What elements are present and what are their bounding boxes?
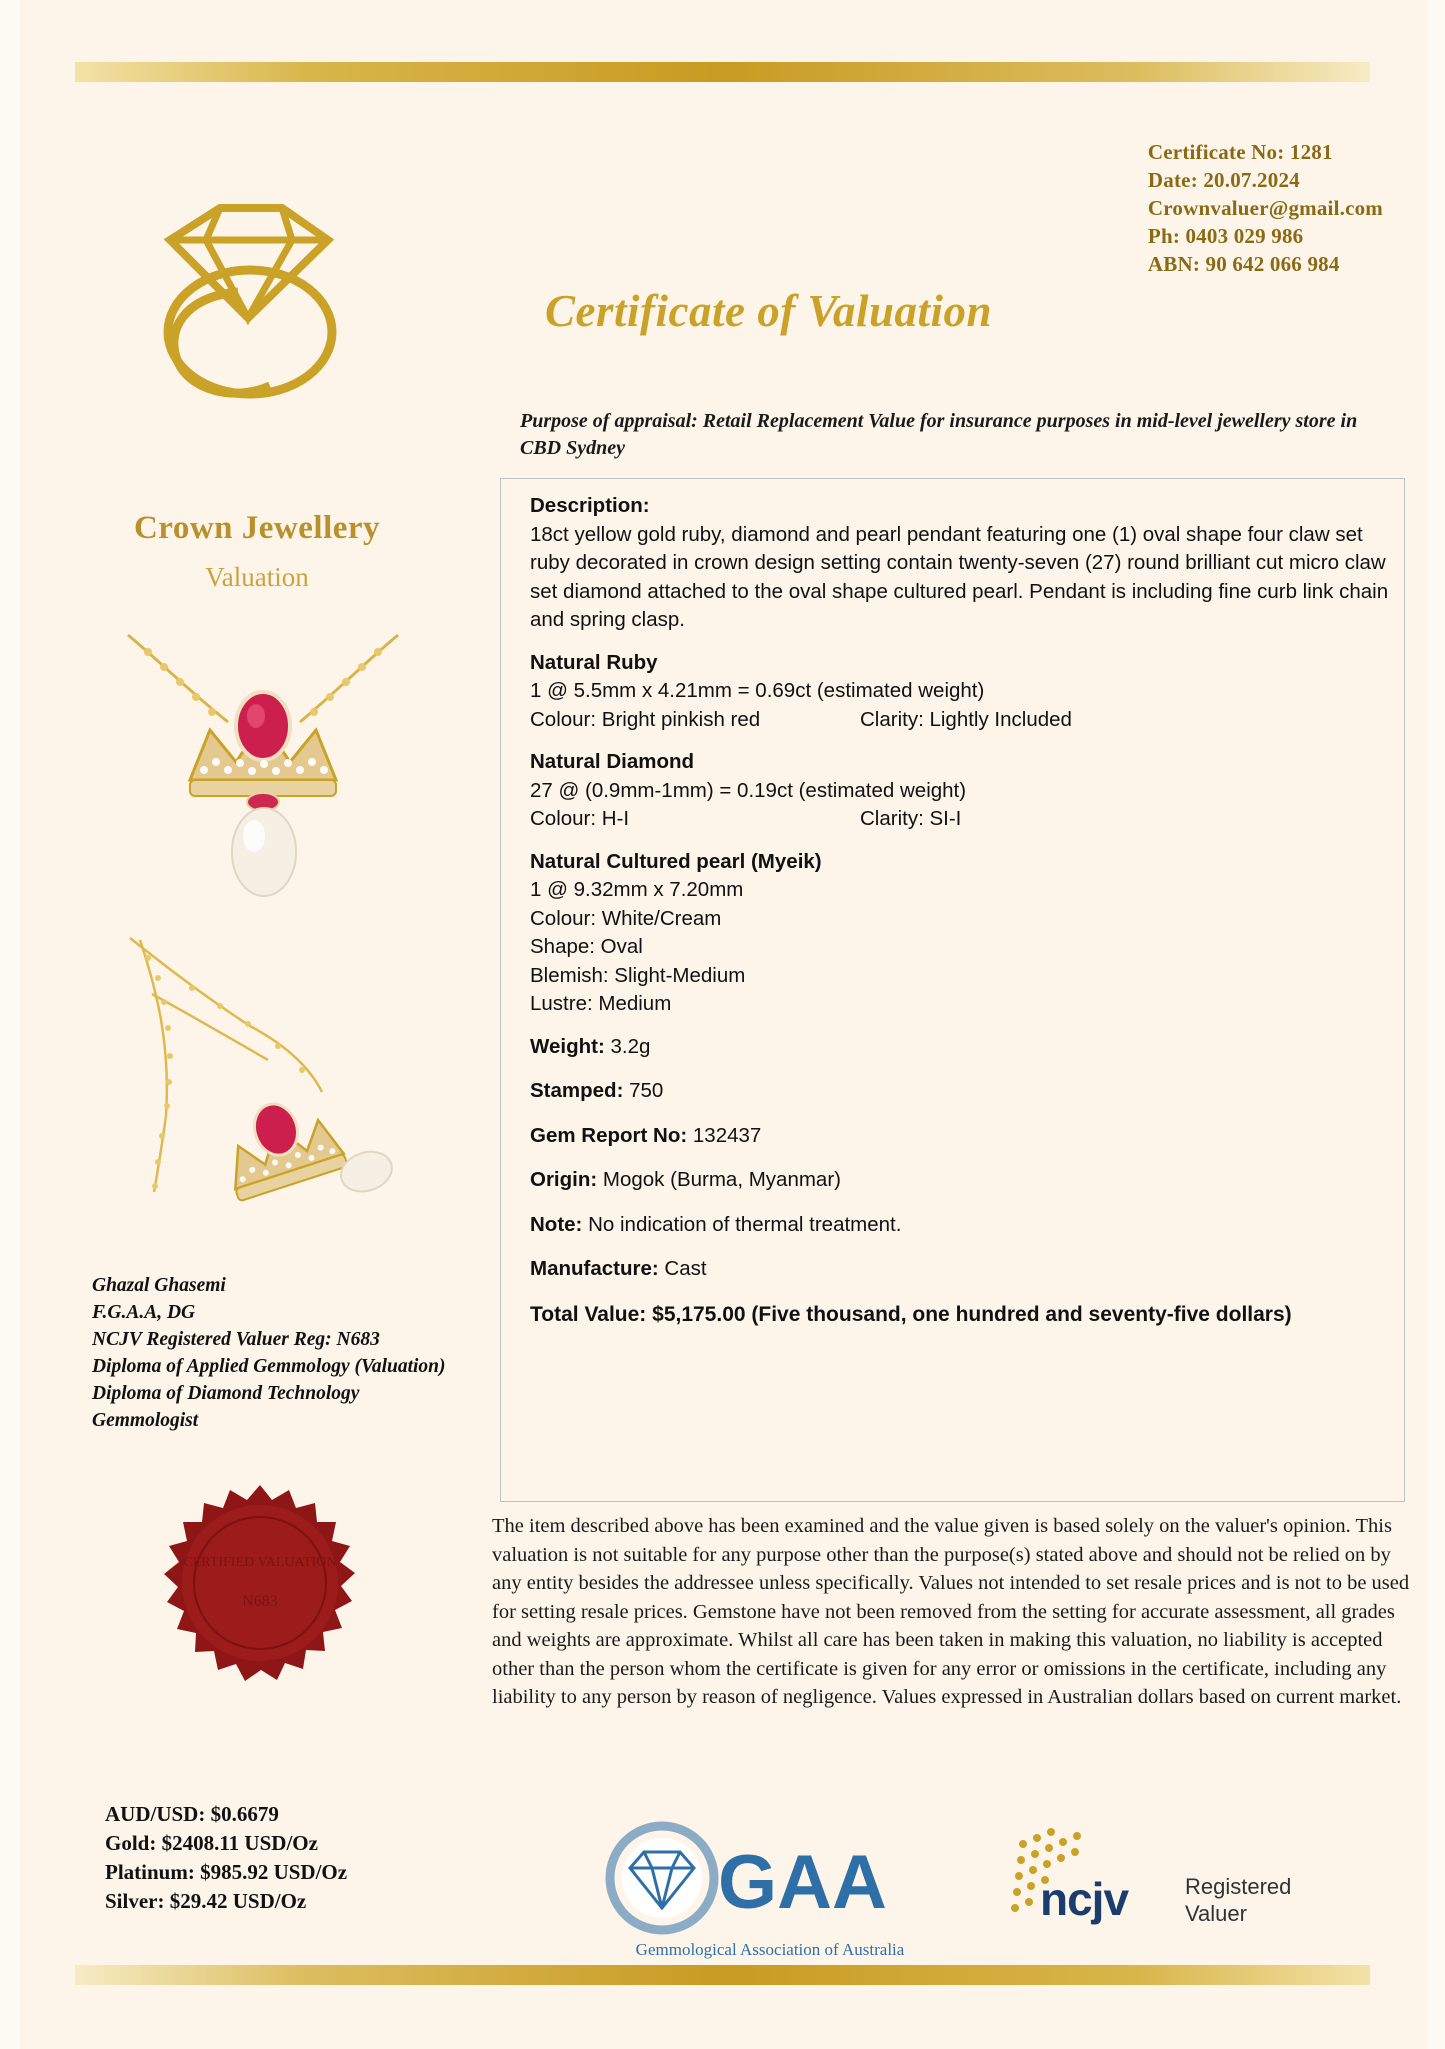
business-abn: ABN: 90 642 066 984 [1147, 252, 1340, 276]
crown-jewellery-logo [130, 180, 450, 420]
gem-report-row [530, 1122, 1390, 1151]
gem-report-label: Gem Report No: [530, 1123, 688, 1147]
top-gold-bar [75, 62, 1370, 82]
rate-silver: Silver: $29.42 USD/Oz [105, 1889, 307, 1913]
rate-gold: Gold: $2408.11 USD/Oz [105, 1831, 318, 1855]
gaa-abbreviation: GAA [718, 1840, 887, 1925]
rate-platinum: Platinum: $985.92 USD/Oz [105, 1860, 348, 1884]
pendant-photo-chain [100, 930, 410, 1250]
pearl-colour: Colour: White/Cream [530, 906, 722, 930]
valuer-credentials: F.G.A.A, DG [92, 1302, 196, 1323]
manufacture-label: Manufacture: [530, 1257, 659, 1280]
note-value: No indication of thermal treatment. [588, 1212, 902, 1236]
note-row [530, 1211, 1390, 1240]
diamond-clarity: Clarity: SI-I [860, 807, 962, 830]
total-value: Total Value: $5,175.00 (Five thousand, one hundred and seventy-five dollars) [530, 1302, 1292, 1326]
brand-name: Crown Jewellery [133, 510, 381, 546]
diamond-colour: Colour: H-I [530, 807, 630, 830]
ncjv-subtitle-line1: Registered [1185, 1874, 1292, 1899]
ruby-measurement: 1 @ 5.5mm x 4.21mm = 0.69ct (estimated weight) [530, 679, 985, 702]
diamond-heading: Natural Diamond [530, 750, 695, 773]
diamond-measurement: 27 @ (0.9mm-1mm) = 0.19ct (estimated weight) [530, 778, 967, 802]
seal-text-top: CERTIFIED VALUATION [183, 1555, 337, 1570]
origin-label: Origin: [530, 1168, 598, 1191]
gaa-full-name: Gemmological Association of Australia [635, 1940, 905, 1959]
bottom-gold-bar [75, 1965, 1370, 1985]
gem-report-value: 132437 [692, 1123, 762, 1147]
valuer-title: Gemmologist [92, 1410, 199, 1431]
ring-diamond-icon [130, 180, 450, 420]
manufacture-value: Cast [664, 1257, 707, 1280]
left-page-edge [0, 0, 20, 2049]
pearl-shape: Shape: Oval [530, 935, 643, 958]
weight-label: Weight: [530, 1034, 605, 1058]
wax-seal [135, 1480, 385, 1730]
pendant-photo-front [118, 630, 408, 930]
stamped-row [530, 1077, 1390, 1106]
pearl-blemish: Blemish: Slight-Medium [530, 963, 746, 987]
note-label: Note: [530, 1212, 583, 1236]
ncjv-wordmark: ncjv [1040, 1873, 1129, 1925]
ruby-colour: Colour: Bright pinkish red [530, 707, 761, 731]
description-content [530, 492, 1390, 1329]
pearl-heading: Natural Cultured pearl (Myeik) [530, 849, 822, 873]
metal-rates [105, 1800, 347, 1916]
stamped-value: 750 [629, 1079, 664, 1102]
page-title: Certificate of Valuation [545, 286, 993, 336]
ncjv-subtitle-line2: Valuer [1185, 1901, 1247, 1926]
origin-value: Mogok (Burma, Myanmar) [602, 1168, 841, 1191]
description-label: Description: [530, 494, 650, 517]
valuer-name: Ghazal Ghasemi [92, 1275, 226, 1296]
disclaimer-text: The item described above has been examined and the value given is based solely on the valuer's opinion. This valuation is not suitable for any purpose other than the purpose(s) stated above and should not be relied on by any entity besides the addressee unless specifically. Values not intended to set resale prices and is not to be used for setting resale prices. Gemstone have not been removed from the setting for accurate assessment, all grades and weights are approximate. Whilst all care has been taken in making this valuation, no liability is accepted other than the person whom the certificate is given for any error or omissions in the certificate, including any liability to any person by reason of negligence. Values expressed in Australian dollars based on current market. [492, 1515, 1410, 1708]
description-text: 18ct yellow gold ruby, diamond and pearl pendant featuring one (1) oval shape four claw set ruby decorated in crown design setting contain twenty-seven (27) round brilliant cut micro claw set diamond attached to the oval shape cultured pearl. Pendant is including fine curb link chain and spring clasp. [530, 522, 1389, 631]
valuer-registration: NCJV Registered Valuer Reg: N683 [92, 1329, 380, 1350]
rate-aud-usd: AUD/USD: $0.6679 [105, 1802, 279, 1826]
header-contact-block [1148, 138, 1383, 278]
origin-row [530, 1166, 1390, 1195]
stamped-label: Stamped: [530, 1079, 624, 1102]
valuer-diploma-1: Diploma of Applied Gemmology (Valuation) [92, 1356, 446, 1377]
manufacture-row [530, 1255, 1390, 1284]
contact-phone: Ph: 0403 029 986 [1147, 224, 1304, 248]
weight-value: 3.2g [610, 1034, 651, 1058]
ruby-clarity: Clarity: Lightly Included [860, 707, 1072, 731]
seal-text-bottom: N683 [242, 1593, 278, 1610]
pearl-lustre: Lustre: Medium [530, 992, 672, 1015]
pearl-measurement: 1 @ 9.32mm x 7.20mm [530, 878, 744, 901]
weight-row [530, 1033, 1390, 1062]
valuer-details [92, 1272, 512, 1434]
ncjv-subtitle [1185, 1873, 1291, 1927]
certificate-date: Date: 20.07.2024 [1147, 168, 1300, 192]
gaa-logo [600, 1812, 930, 1952]
ruby-heading: Natural Ruby [530, 650, 658, 674]
contact-email: Crownvaluer@gmail.com [1147, 196, 1383, 220]
purpose-of-appraisal: Purpose of appraisal: Retail Replacement Value for insurance purposes in mid-level jewellery store in CBD Sydney [520, 410, 1358, 459]
valuer-diploma-2: Diploma of Diamond Technology [92, 1383, 360, 1404]
right-page-edge [1427, 0, 1445, 2049]
certificate-number: Certificate No: 1281 [1147, 140, 1333, 164]
brand-subtitle: Valuation [205, 562, 309, 592]
